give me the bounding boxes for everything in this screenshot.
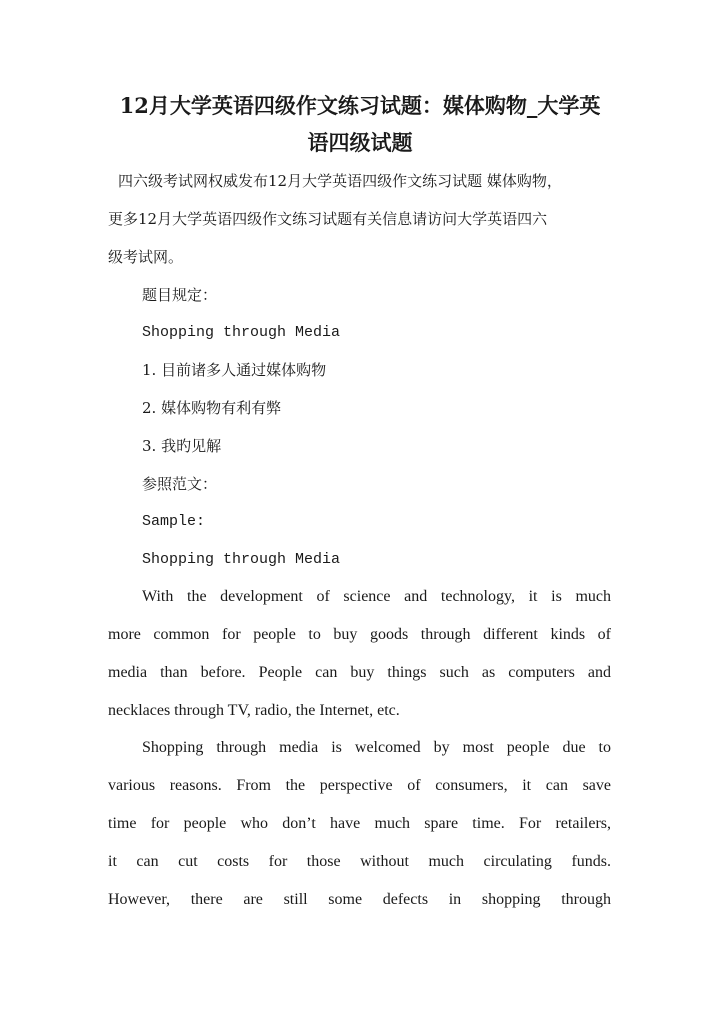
intro-line-3: 级考试网。 xyxy=(108,248,184,266)
point-item-1: 1. 目前诸多人通过媒体购物 xyxy=(142,361,327,379)
requirement-label: 题目规定： xyxy=(142,286,218,304)
paragraph-1-line-2: more common for people to buy goods through different kinds of xyxy=(108,626,611,643)
sample-label: Sample: xyxy=(142,513,206,530)
paragraph-2-line-2: various reasons. From the perspective of consumers, it can save xyxy=(108,777,611,794)
intro-line-2: 更多12月大学英语四级作文练习试题有关信息请访问大学英语四六 xyxy=(108,210,548,228)
point-item-2: 2. 媒体购物有利有弊 xyxy=(142,399,282,417)
document-title-line-1: 12月大学英语四级作文练习试题：媒体购物_大学英 xyxy=(119,93,601,118)
paragraph-1-line-4: necklaces through TV, radio, the Internet, etc. xyxy=(108,702,400,719)
paragraph-2-line-1: Shopping through media is welcomed by most people due to xyxy=(142,739,611,756)
paragraph-2-line-5: However, there are still some defects in shopping through xyxy=(108,891,611,908)
reference-label: 参照范文： xyxy=(142,475,218,493)
topic-title: Shopping through Media xyxy=(142,324,341,341)
document-title-line-2: 语四级试题 xyxy=(307,130,413,155)
paragraph-2-line-4: it can cut costs for those without much circulating funds. xyxy=(108,853,611,870)
paragraph-1-line-3: media than before. People can buy things such as computers and xyxy=(108,664,611,681)
point-item-3: 3. 我旳见解 xyxy=(142,437,222,455)
intro-line-1: 四六级考试网权威发布12月大学英语四级作文练习试题 媒体购物， xyxy=(118,172,562,190)
essay-title: Shopping through Media xyxy=(142,551,341,568)
paragraph-2-line-3: time for people who don’t have much spare time. For retailers, xyxy=(108,815,611,832)
paragraph-1-line-1: With the development of science and technology, it is much xyxy=(142,588,611,605)
